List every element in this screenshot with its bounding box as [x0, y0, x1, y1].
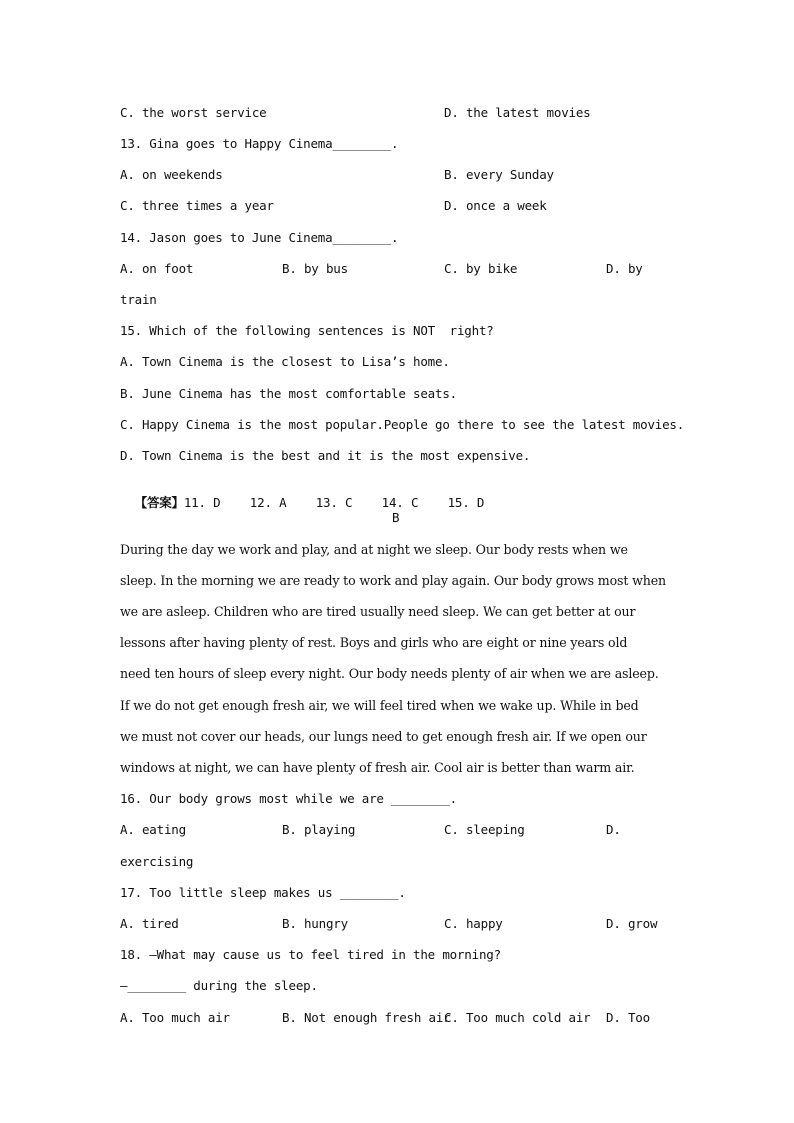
answer-values: 11. D 12. A 13. C 14. C 15. D: [183, 495, 485, 510]
q17-option-d: D. grow: [606, 916, 658, 931]
answer-label: 【答案】: [134, 495, 184, 510]
passage-line: If we do not get enough fresh air, we will feel tired when we wake up. While in bed: [120, 698, 639, 713]
passage-line: During the day we work and play, and at night we sleep. Our body rests when we: [120, 542, 628, 557]
q18-option-d: D. Too: [606, 1010, 650, 1025]
q15-option-b: B. June Cinema has the most comfortable seats.: [120, 386, 457, 401]
q18-option-a: A. Too much air: [120, 1010, 230, 1025]
q14-option-d-continued: train: [120, 292, 157, 307]
q13-option-b: B. every Sunday: [444, 167, 554, 182]
q14-option-a: A. on foot: [120, 261, 194, 276]
passage-line: lessons after having plenty of rest. Boys and girls who are eight or nine years old: [120, 635, 628, 650]
q13-option-d: D. once a week: [444, 198, 547, 213]
q14-stem: 14. Jason goes to June Cinema________.: [120, 230, 399, 245]
q17-option-b: B. hungry: [282, 916, 348, 931]
q14-option-b: B. by bus: [282, 261, 348, 276]
q17-option-a: A. tired: [120, 916, 179, 931]
passage-line: windows at night, we can have plenty of fresh air. Cool air is better than warm air.: [120, 760, 635, 775]
q18-stem: 18. —What may cause us to feel tired in the morning?: [120, 947, 501, 962]
q18-option-b: B. Not enough fresh air: [282, 1010, 451, 1025]
q12-option-d: D. the latest movies: [444, 105, 591, 120]
q15-stem: 15. Which of the following sentences is NOT right?: [120, 323, 494, 338]
q16-option-b: B. playing: [282, 822, 356, 837]
q16-option-c: C. sleeping: [444, 822, 525, 837]
q15-option-d: D. Town Cinema is the best and it is the most expensive.: [120, 448, 531, 463]
q18-reply: —________ during the sleep.: [120, 978, 318, 993]
section-heading: B: [392, 510, 400, 525]
q16-option-d: D.: [606, 822, 621, 837]
passage-line: need ten hours of sleep every night. Our body needs plenty of air when we are asleep.: [120, 666, 659, 681]
passage-line: sleep. In the morning we are ready to work and play again. Our body grows most when: [120, 573, 666, 588]
q16-stem: 16. Our body grows most while we are ________.: [120, 791, 457, 806]
q14-option-d: D. by: [606, 261, 643, 276]
q18-option-c: C. Too much cold air: [444, 1010, 591, 1025]
q15-option-c: C. Happy Cinema is the most popular.People go there to see the latest movies.: [120, 417, 685, 432]
answer-key: [120, 479, 484, 511]
passage-line: we are asleep. Children who are tired usually need sleep. We can get better at our: [120, 604, 636, 619]
q13-option-a: A. on weekends: [120, 167, 223, 182]
q15-option-a: A. Town Cinema is the closest to Lisa’s home.: [120, 354, 450, 369]
passage-line: we must not cover our heads, our lungs need to get enough fresh air. If we open our: [120, 729, 647, 744]
q17-option-c: C. happy: [444, 916, 503, 931]
q17-stem: 17. Too little sleep makes us ________.: [120, 885, 406, 900]
q16-option-d-continued: exercising: [120, 854, 194, 869]
q16-option-a: A. eating: [120, 822, 186, 837]
q14-option-c: C. by bike: [444, 261, 518, 276]
q13-stem: 13. Gina goes to Happy Cinema________.: [120, 136, 399, 151]
q13-option-c: C. three times a year: [120, 198, 274, 213]
q12-option-c: C. the worst service: [120, 105, 267, 120]
